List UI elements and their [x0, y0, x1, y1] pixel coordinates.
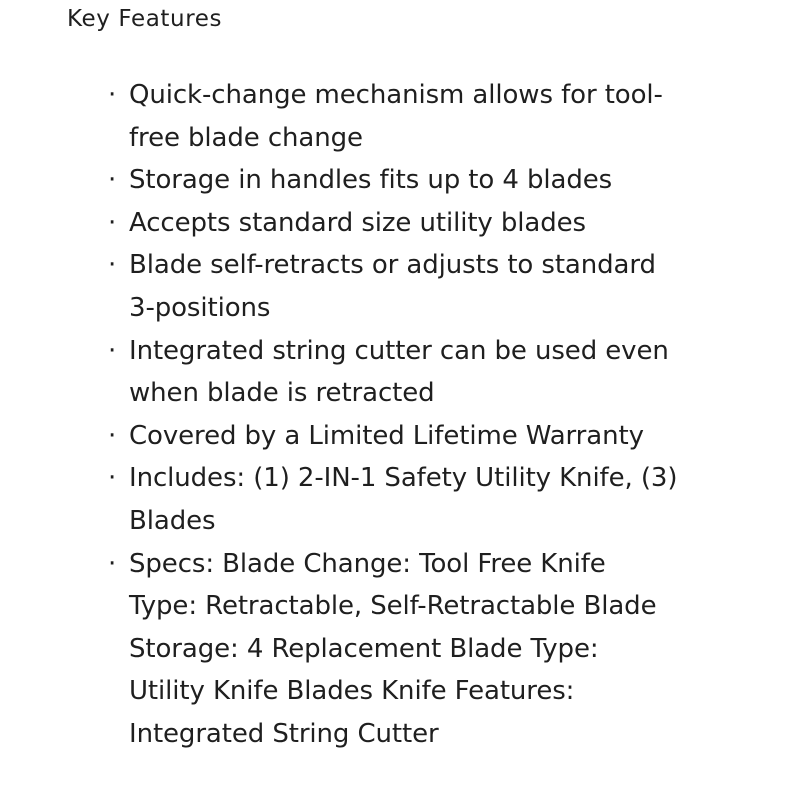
feature-item: [105, 244, 705, 329]
bullet-dot-icon: ·: [108, 207, 117, 238]
feature-item: [105, 415, 705, 458]
feature-text: Covered by a Limited Lifetime Warranty: [129, 420, 644, 451]
feature-item: [105, 202, 705, 245]
feature-text: Quick-change mechanism allows for tool- free blade change: [129, 80, 663, 153]
bullet-dot-icon: ·: [108, 250, 117, 281]
feature-text: Integrated string cutter can be used even when blade is retracted: [129, 335, 669, 409]
bullet-dot-icon: ·: [108, 165, 117, 196]
feature-text: Blade self-retracts or adjusts to standard 3-positions: [129, 250, 656, 323]
bullet-dot-icon: ·: [108, 335, 117, 366]
bullet-dot-icon: ·: [108, 80, 117, 110]
feature-item: [105, 74, 705, 159]
bullet-dot-icon: ·: [108, 420, 117, 451]
bullet-dot-icon: ·: [108, 463, 117, 494]
feature-text: Includes: (1) 2-IN-1 Safety Utility Knife, (3) Blades: [129, 463, 678, 536]
bullet-dot-icon: ·: [108, 548, 117, 579]
feature-item: [105, 159, 705, 202]
features-list: [105, 74, 705, 756]
feature-text: Accepts standard size utility blades: [129, 207, 586, 238]
feature-item: [105, 330, 705, 415]
feature-text: Specs: Blade Change: Tool Free Knife Type: Retractable, Self-Retractable Blade Storage: 4 Replacement Blade Type: Utility Knife Blades Knife Features: Integrated String Cutter: [129, 548, 657, 749]
key-features-heading: Key Features: [67, 6, 223, 32]
feature-item: [105, 543, 705, 756]
feature-item: [105, 457, 705, 542]
feature-text: Storage in handles fits up to 4 blades: [129, 165, 613, 196]
